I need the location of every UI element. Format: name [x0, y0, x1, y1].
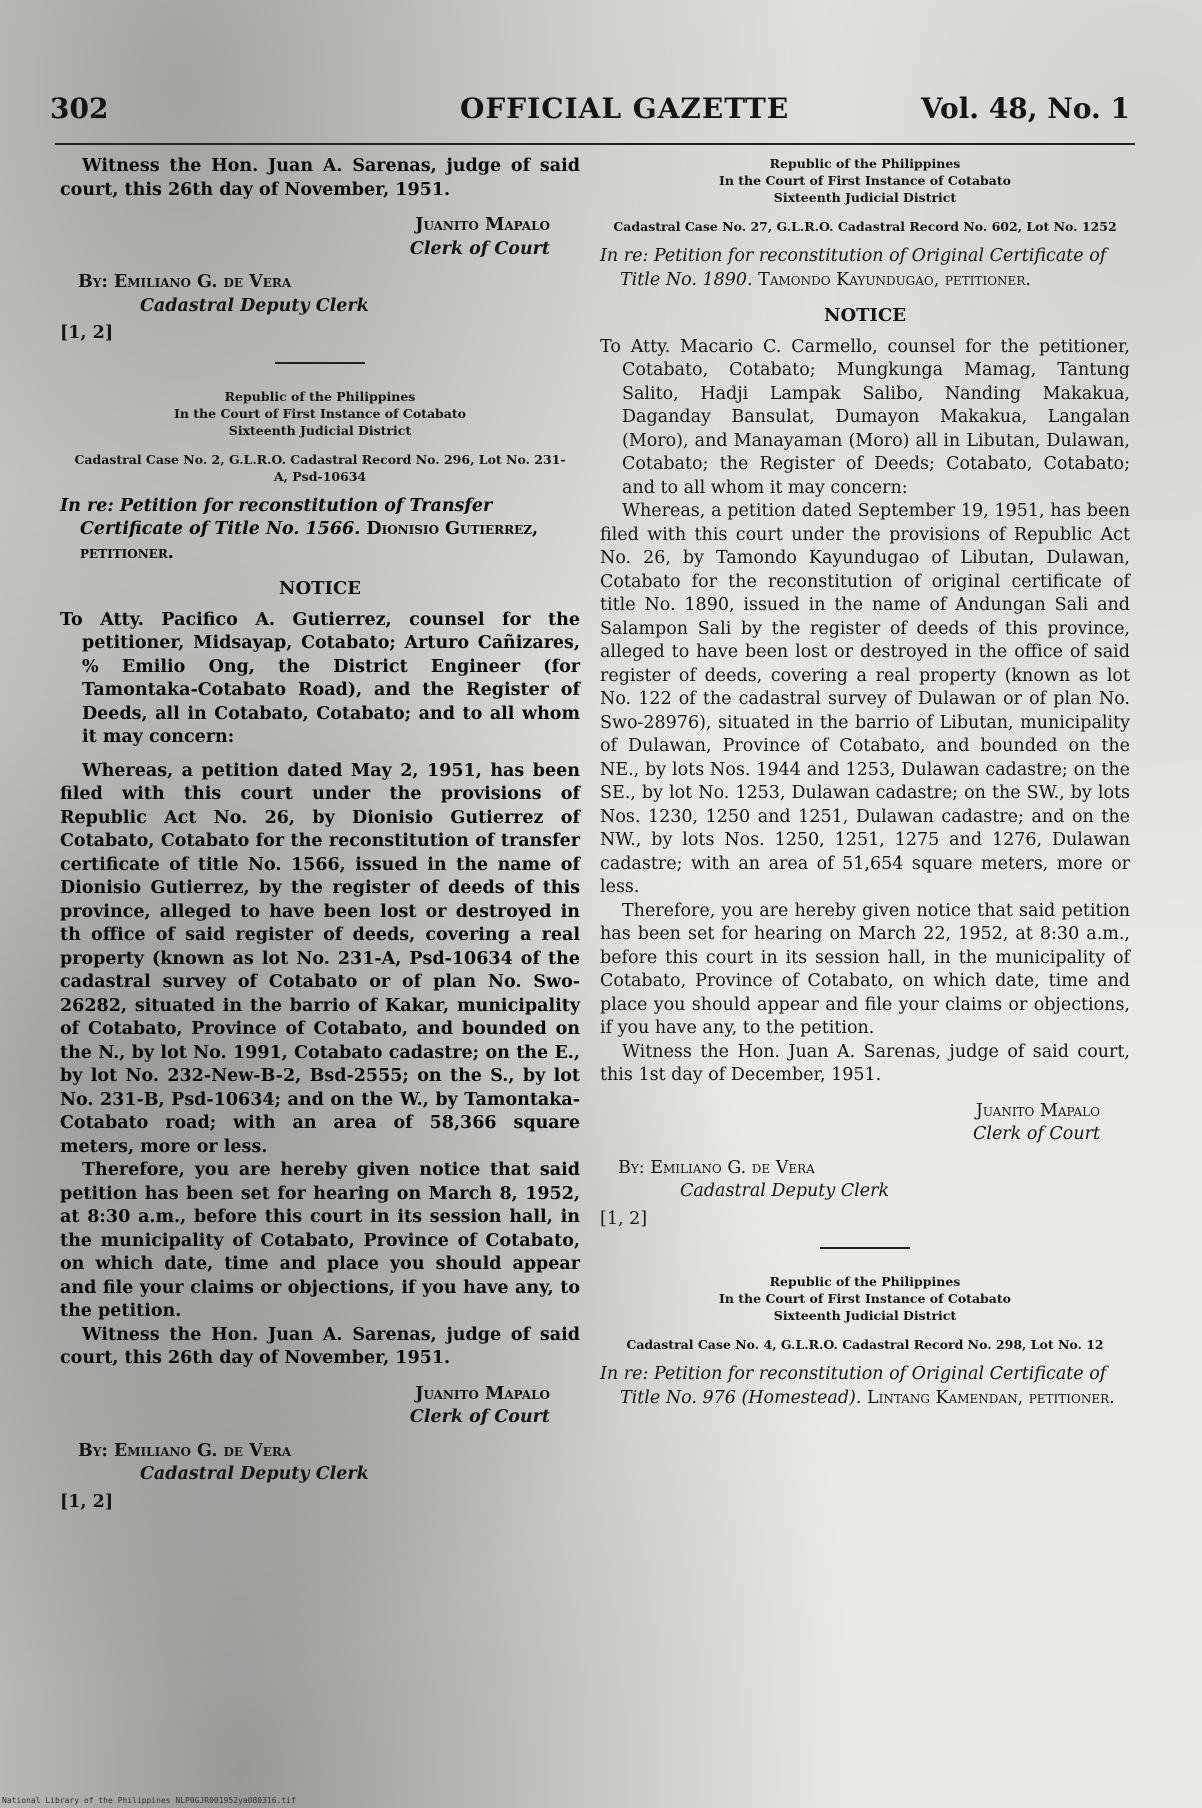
deputy-title: Cadastral Deputy Clerk	[680, 1181, 890, 1201]
notice-heading: NOTICE	[279, 578, 361, 599]
section-divider	[275, 362, 365, 364]
addressees-paragraph: To Atty. Macario C. Carmello, counsel for the petitioner, Cotabato, Cotabato; Mungkunga Mamag, Tantung Salito, Hadji Lampak Salibo, Nanding Makakua, Daganday Bansulat, Dumayon Makakua, Langalan (Moro), and Manayaman (Moro) all in Libutan, Dulawan, Cotabato; the Register of Deeds; Cotabato, Cotabato; and to all whom it may concern:	[600, 336, 1130, 498]
clerk-title: Clerk of Court	[972, 1124, 1100, 1144]
reference-marker: [1, 2]	[60, 1491, 114, 1512]
page-number: 302	[50, 92, 109, 125]
right-column	[600, 155, 1130, 1410]
page-header	[50, 92, 1130, 132]
witness-paragraph: Witness the Hon. Juan A. Sarenas, judge of said court, this 1st day of December, 1951.	[600, 1041, 1130, 1085]
petitioner-name: Dionisio Gutierrez, petitioner.	[80, 519, 539, 563]
deputy-by-line: By: Emiliano G. de Vera	[78, 272, 292, 292]
clerk-title: Clerk of Court	[409, 1407, 550, 1427]
publication-title: OFFICIAL GAZETTE	[460, 92, 790, 125]
case-line: Cadastral Case No. 2, G.L.R.O. Cadastral Record No. 296, Lot No. 231-A, Psd-10634	[74, 451, 566, 484]
deputy-title: Cadastral Deputy Clerk	[140, 295, 369, 316]
court-line: Republic of the Philippines	[769, 156, 961, 171]
petitioner-name: Lintang Kamendan, petitioner.	[867, 1387, 1115, 1408]
deputy-by-line: By: Emiliano G. de Vera	[78, 1440, 292, 1461]
notice-heading: NOTICE	[824, 305, 906, 326]
section-divider	[820, 1247, 910, 1249]
in-re-text: In re: Petition for reconstitution of Transfer Certificate of Title No. 1566.	[60, 495, 493, 539]
reference-marker: [1, 2]	[600, 1208, 648, 1229]
clerk-name: Juanito Mapalo	[415, 1383, 550, 1404]
in-re-line	[600, 1363, 1130, 1410]
case-line: Cadastral Case No. 4, G.L.R.O. Cadastral Record No. 298, Lot No. 12	[626, 1337, 1104, 1352]
deputy-title: Cadastral Deputy Clerk	[140, 1464, 369, 1484]
witness-paragraph: Witness the Hon. Juan A. Sarenas, judge of said court, this 26th day of November, 1951.	[60, 156, 580, 200]
court-line: Sixteenth Judicial District	[773, 1308, 957, 1323]
deputy-by-line: By: Emiliano G. de Vera	[618, 1157, 815, 1178]
header-rule	[55, 143, 1135, 145]
in-re-text: In re: Petition for reconstitution of Original Certificate of Title No. 976 (Homestead).	[600, 1364, 1107, 1408]
court-line: Sixteenth Judicial District	[228, 422, 412, 438]
left-column	[60, 155, 580, 1514]
court-line: Republic of the Philippines	[769, 1274, 961, 1289]
reference-marker: [1, 2]	[60, 323, 114, 343]
whereas-paragraph: Whereas, a petition dated September 19, 1951, has been filed with this court under the provisions of Republic Act No. 26, by Tamondo Kayundugao of Libutan, Dulawan, Cotabato for the reconstitution of original certificate of title No. 1890, issued in the name of Andungan Sali and Salampon Sali by the register of deeds of this province, alleged to have been lost or destroyed in the office of said register of deeds, covering a real property (known as lot No. 122 of the cadastral survey of Dulawan or of plan No. Swo-28976), situated in the barrio of Libutan, municipality of Dulawan, Province of Cotabato, and bounded on the NE., by lots Nos. 1944 and 1253, Dulawan cadastre; on the SE., by lot No. 1253, Dulawan cadastre; on the SW., by lots Nos. 1230, 1250 and 1251, Dulawan cadastre; and on the NW., by lots Nos. 1250, 1251, 1275 and 1276, Dulawan cadastre; with an area of 51,654 square meters, more or less.	[600, 501, 1130, 897]
court-line: In the Court of First Instance of Cotabato	[718, 173, 1011, 188]
case-line: Cadastral Case No. 27, G.L.R.O. Cadastral Record No. 602, Lot No. 1252	[613, 219, 1117, 234]
volume-number: Vol. 48, No. 1	[920, 92, 1130, 125]
therefore-paragraph: Therefore, you are hereby given notice that said petition has been set for hearing on March 8, 1952, at 8:30 a.m., before this court in its session hall, in the municipality of Cotabato, Province of Cotabato, on which date, time and place you should appear and file your claims or objections, if you have any, to the petition.	[60, 1160, 580, 1321]
whereas-paragraph: Whereas, a petition dated May 2, 1951, has been filed with this court under the provisions of Republic Act No. 26, by Dionisio Gutierrez of Cotabato, Cotabato for the reconstitution of transfer certificate of title No. 1566, issued in the name of Dionisio Gutierrez, by the register of deeds of this province, alleged to have been lost or destroyed in th office of said register of deeds, covering a real property (known as lot No. 231-A, Psd-10634 of the cadastral survey of Cotabato or of plan No. Swo-26282, situated in the barrio of Kakar, municipality of Cotabato, Province of Cotabato, and bounded on the N., by lot No. 1991, Cotabato cadastre; on the E., by lot No. 232-New-B-2, Bsd-2555; on the S., by lot No. 231-B, Psd-10634; and on the W., by Tamontaka-Cotabato road; with an area of 58,366 square meters, more or less.	[60, 760, 580, 1157]
witness-paragraph: Witness the Hon. Juan A. Sarenas, judge of said court, this 26th day of November, 1951.	[60, 1324, 580, 1368]
in-re-line	[60, 495, 580, 566]
clerk-title: Clerk of Court	[409, 238, 550, 259]
therefore-paragraph: Therefore, you are hereby given notice that said petition has been set for hearing on March 22, 1952, at 8:30 a.m., before this court in its session hall, in the municipality of Cotabato, Province of Cotabato, on which date, time and place you should appear and file your claims or objections, if you have any, to the petition.	[600, 900, 1130, 1038]
court-line: In the Court of First Instance of Cotabato	[173, 405, 466, 421]
in-re-line	[600, 245, 1130, 292]
in-re-text: In re: Petition for reconstitution of Original Certificate of Title No. 1890.	[600, 246, 1107, 290]
court-line: Republic of the Philippines	[224, 388, 416, 404]
clerk-name: Juanito Mapalo	[975, 1100, 1100, 1121]
court-line: Sixteenth Judicial District	[773, 190, 957, 205]
scan-footer: National Library of the Philippines NLP0GJR001952ya080316.tif	[2, 1796, 296, 1805]
clerk-name: Juanito Mapalo	[415, 215, 550, 235]
court-line: In the Court of First Instance of Cotabato	[718, 1291, 1011, 1306]
addressees-paragraph: To Atty. Pacifico A. Gutierrez, counsel for the petitioner, Midsayap, Cotabato; Arturo Cañizares, % Emilio Ong, the District Engineer (for Tamontaka-Cotabato Road), and the Register of Deeds, all in Cotabato, Cotabato; and to all whom it may concern:	[60, 609, 580, 747]
petitioner-name: Tamondo Kayundugao, petitioner.	[758, 269, 1031, 290]
